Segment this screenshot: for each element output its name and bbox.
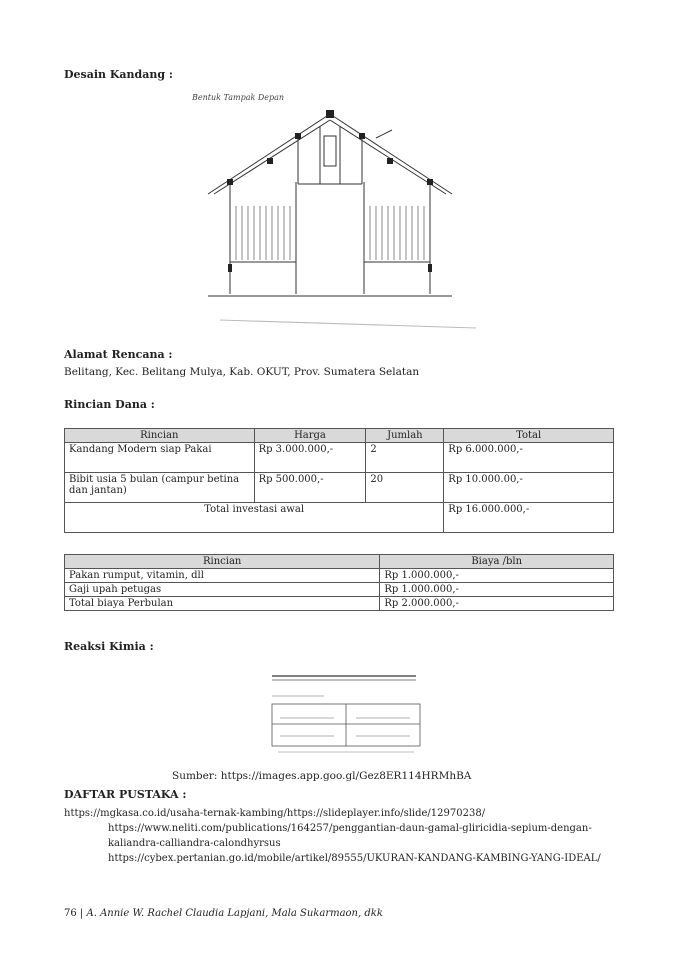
total-value: Rp 16.000.000,-: [444, 503, 614, 533]
header-cell: Jumlah: [366, 429, 444, 443]
monthly-cost-table: [64, 554, 614, 611]
reference-item: https://mgkasa.co.id/usaha-ternak-kambing/https://slideplayer.info/slide/12970238/: [64, 808, 486, 819]
table-row: [65, 597, 614, 611]
table-cell: Rp 1.000.000,-: [380, 583, 614, 597]
table-cell: Rp 10.000.00,-: [444, 473, 614, 503]
footer-authors: A. Annie W. Rachel Claudia Lapjani, Mala Sukarmaon, dkk: [86, 908, 383, 919]
header-cell: Rincian: [65, 429, 255, 443]
table-row: [65, 473, 614, 503]
table-cell: Rp 500.000,-: [254, 473, 366, 503]
page-footer: [64, 908, 383, 919]
investment-table: [64, 428, 614, 533]
total-row: [65, 503, 614, 533]
reaction-source: Sumber: https://images.app.goo.gl/Gez8ER114HRMhBA: [172, 770, 472, 782]
table-cell: Rp 1.000.000,-: [380, 569, 614, 583]
table-cell: Pakan rumput, vitamin, dll: [65, 569, 380, 583]
header-cell: Total: [444, 429, 614, 443]
reference-list: [64, 806, 624, 866]
barn-sketch: [180, 84, 480, 332]
table-header-row: [65, 429, 614, 443]
header-cell: Harga: [254, 429, 366, 443]
table-cell: Total biaya Perbulan: [65, 597, 380, 611]
header-cell: Rincian: [65, 555, 380, 569]
reaction-diagram: [264, 670, 424, 756]
table-cell: Bibit usia 5 bulan (campur betina dan jantan): [65, 473, 255, 503]
references-heading: DAFTAR PUSTAKA :: [64, 788, 187, 801]
table-header-row: [65, 555, 614, 569]
reference-item: https://www.neliti.com/publications/164257/penggantian-daun-gamal-gliricidia-sepium-dengan-kaliandra-calliandra-calondhyrsus: [108, 823, 592, 849]
reaction-heading: Reaksi Kimia :: [64, 640, 154, 653]
table-cell: 20: [366, 473, 444, 503]
table-cell: Rp 6.000.000,-: [444, 443, 614, 473]
footer-separator: |: [79, 908, 87, 919]
table-cell: 2: [366, 443, 444, 473]
funds-heading: Rincian Dana :: [64, 398, 155, 411]
address-heading: Alamat Rencana :: [64, 348, 173, 361]
sketch-label: Bentuk Tampak Depan: [192, 93, 285, 102]
page-number: 76: [64, 908, 77, 919]
table-cell: Gaji upah petugas: [65, 583, 380, 597]
total-label: Total investasi awal: [65, 503, 444, 533]
table-cell: Rp 3.000.000,-: [254, 443, 366, 473]
table-row: [65, 569, 614, 583]
design-heading: Desain Kandang :: [64, 68, 173, 81]
table-row: [65, 583, 614, 597]
table-cell: Rp 2.000.000,-: [380, 597, 614, 611]
table-row: [65, 443, 614, 473]
reference-item: https://cybex.pertanian.go.id/mobile/artikel/89555/UKURAN-KANDANG-KAMBING-YANG-IDEAL/: [108, 853, 601, 864]
header-cell: Biaya /bln: [380, 555, 614, 569]
table-cell: Kandang Modern siap Pakai: [65, 443, 255, 473]
address-text: Belitang, Kec. Belitang Mulya, Kab. OKUT, Prov. Sumatera Selatan: [64, 366, 420, 378]
